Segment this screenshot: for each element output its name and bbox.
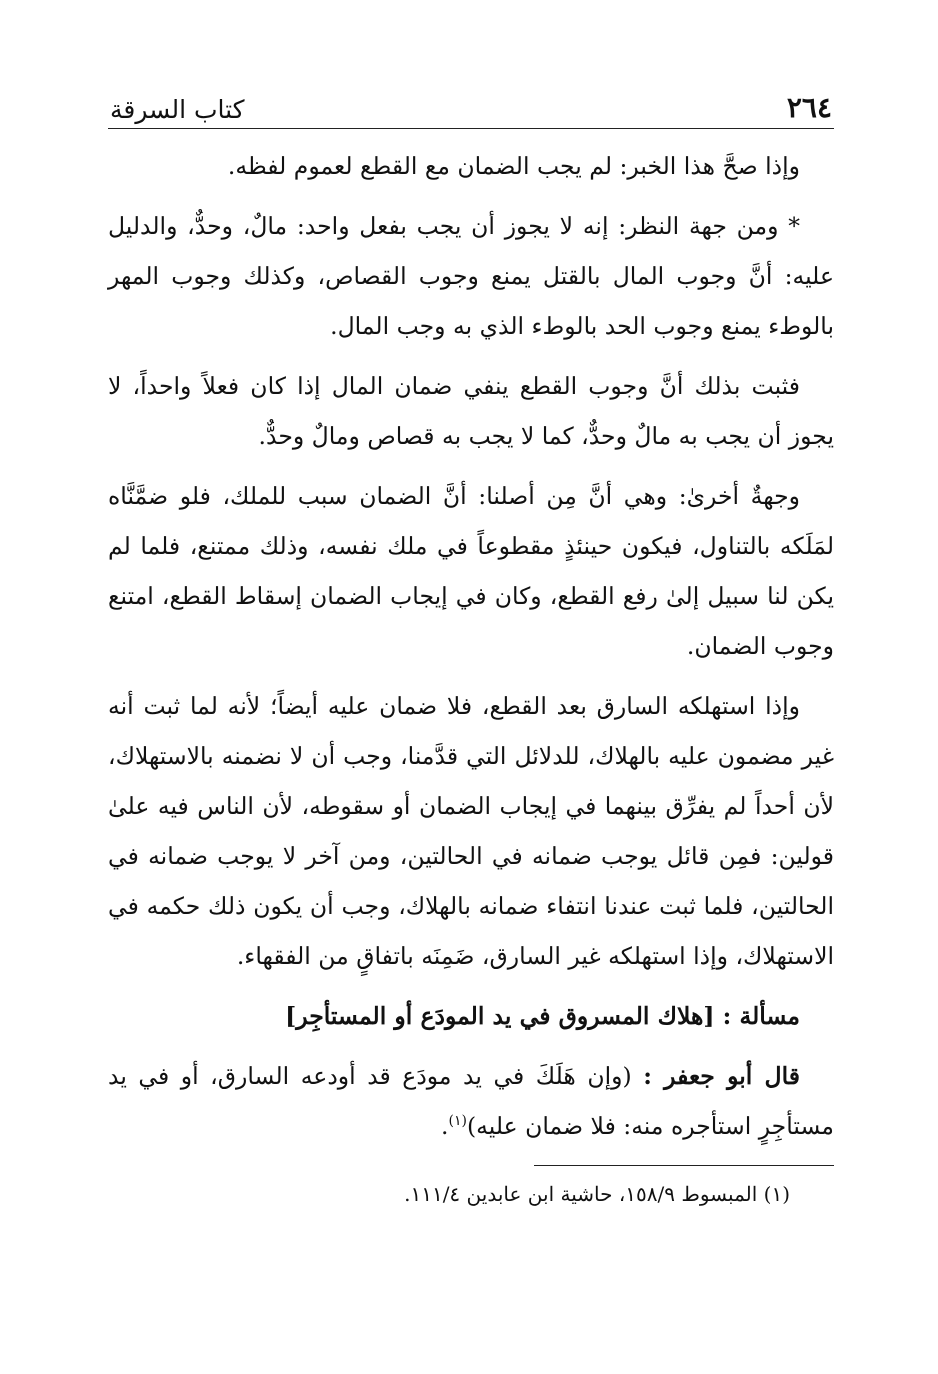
page-body <box>108 141 834 1214</box>
quote-end-mark: . <box>441 1112 449 1140</box>
quote-text: (وإن هَلَكَ في يد مودَع قد أودعه السارق، أو في يد مستأجِرٍ استأجره منه: فلا ضمان عليه) <box>108 1062 834 1140</box>
issue-heading <box>108 991 834 1041</box>
footnote-separator <box>534 1165 834 1166</box>
paragraph-5: وإذا استهلكه السارق بعد القطع، فلا ضمان عليه أيضاً؛ لأنه لما ثبت أنه غير مضمون عليه بالهلاك، للدلائل التي قدَّمنا، وجب أن لا نضمنه بالاستهلاك، لأن أحداً لم يفرِّق بينهما في إيجاب الضمان أو سقوطه، لأن الناس فيه علىٰ قولين: فمِن قائل يوجب ضمانه في الحالتين، ومن آخر لا يوجب ضمانه في الحالتين، فلما ثبت عندنا انتفاء ضمانه بالهلاك، وجب أن يكون ذلك حكمه في الاستهلاك، وإذا استهلكه غير السارق، ضَمِنَه باتفاقٍ من الفقهاء. <box>108 692 834 970</box>
issue-title: [هلاك المسروق في يد المودَع أو المستأجِر] <box>285 1002 715 1030</box>
running-title: كتاب السرقة <box>110 95 245 124</box>
footnote: (١) المبسوط ١٥٨/٩، حاشية ابن عابدين ١١١/٤. <box>404 1182 790 1206</box>
book-page <box>108 78 834 1214</box>
paragraph-3: فثبت بذلك أنَّ وجوب القطع ينفي ضمان المال إذا كان فعلاً واحداً، لا يجوز أن يجب به مالٌ وحدٌّ، كما لا يجب به قصاص ومالٌ وحدٌّ. <box>108 372 834 450</box>
paragraph-4: وجهةٌ أخرىٰ: وهي أنَّ مِن أصلنا: أنَّ الضمان سبب للملك، فلو ضمَّنَّاه لمَلَكه بالتناول، فيكون حينئذٍ مقطوعاً في ملك نفسه، وذلك ممتنع، فلما لم يكن لنا سبيل إلىٰ رفع القطع، وكان في إيجاب الضمان إسقاط القطع، امتنع وجوب الضمان. <box>108 482 834 660</box>
issue-label: مسألة : <box>722 1002 800 1030</box>
paragraph-2: * ومن جهة النظر: إنه لا يجوز أن يجب بفعل واحد: مالٌ، وحدٌّ، والدليل عليه: أنَّ وجوب المال بالقتل يمنع وجوب القصاص، وكذلك وجوب المهر بالوطء يمنع وجوب الحد بالوطء الذي به وجب المال. <box>108 212 834 340</box>
footnote-ref[interactable]: (١) <box>448 1113 467 1130</box>
page-header <box>108 78 834 129</box>
paragraph-1: وإذا صحَّ هذا الخبر: لم يجب الضمان مع القطع لعموم لفظه. <box>227 152 800 180</box>
page-number: ٢٦٤ <box>786 91 832 124</box>
quote-speaker: قال أبو جعفر : <box>643 1062 800 1090</box>
quote-paragraph <box>108 1051 834 1151</box>
